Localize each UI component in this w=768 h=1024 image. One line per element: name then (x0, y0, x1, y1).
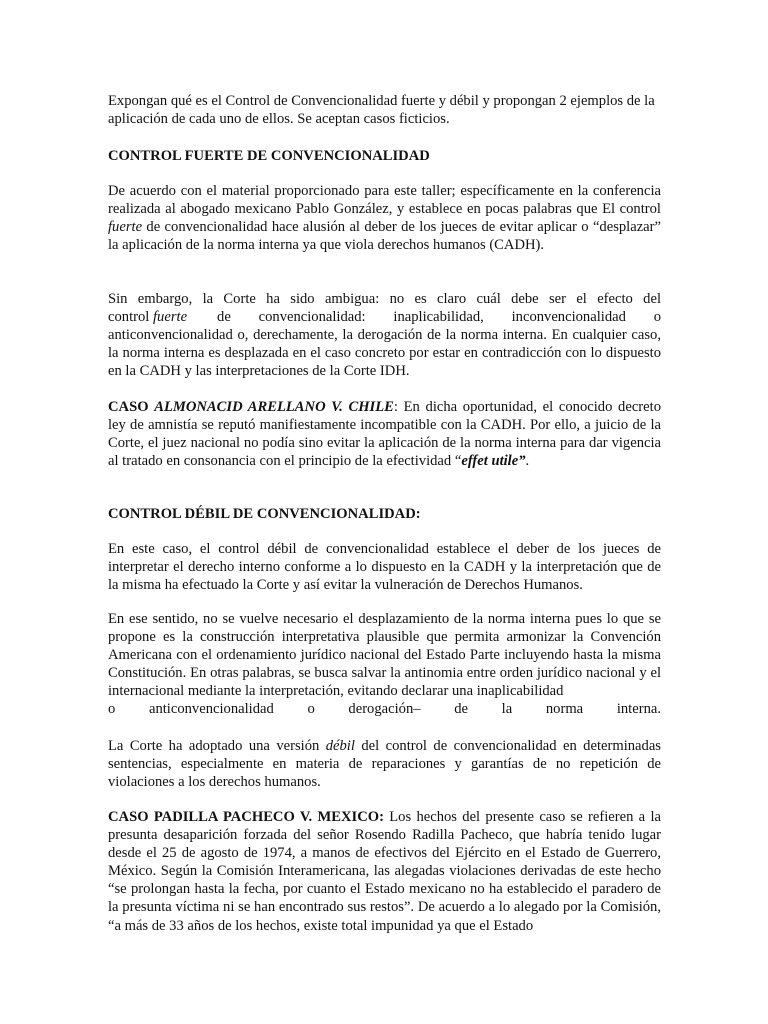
paragraph-caso-padilla (108, 808, 661, 935)
p6-text-a: La Corte ha adoptado una versión (108, 738, 326, 754)
paragraph-desplazamiento (108, 610, 661, 719)
p2-line-2-rest: de convencionalidad: inaplicabilidad, inconvencionalidad o (217, 309, 661, 326)
paragraph-debil-definition: En este caso, el control débil de convencionalidad establece el deber de los jueces de interpretar el derecho interno conforme a lo dispuesto en la CADH y la interpretación que de la misma ha efectuado la Corte y así evitar la vulneración de Derechos Humanos. (108, 541, 661, 594)
intro-paragraph: Expongan qué es el Control de Convencionalidad fuerte y débil y propongan 2 ejemplos de la aplicación de cada uno de ellos. Se aceptan casos ficticios. (108, 93, 655, 128)
heading-control-fuerte: CONTROL FUERTE DE CONVENCIONALIDAD (108, 148, 430, 164)
p6-emphasis: débil (325, 738, 355, 754)
p2-line-1: Sin embargo, la Corte ha sido ambigua: no es claro cuál debe ser el efecto del (108, 291, 661, 307)
p2-control-word: control fuerte (108, 309, 188, 326)
p3-text-b: . (525, 453, 530, 470)
paragraph-caso-almonacid (108, 398, 661, 470)
p2-line-2 (108, 308, 661, 326)
p1-text-b: de convencionalidad hace alusión al deber de los jueces de evitar aplicar o “desplazar” la aplicación de la norma interna ya que viola derechos humanos (CADH). (108, 219, 661, 254)
p1-text-a: De acuerdo con el material proporcionado para este taller; específicamente en la conferencia realizada al abogado mexicano Pablo González, y establece en pocas palabras que El control (108, 183, 661, 218)
case-name-padilla: CASO PADILLA PACHECO V. MEXICO: (108, 809, 384, 825)
p5-text: En ese sentido, no se vuelve necesario el desplazamiento de la norma interna pues lo que se propone es la construcción interpretativa plausible que permita armonizar la Convención Americana con el ordenamiento jurídico nacional del Estado Parte incluyendo hasta la misma Constitución. En otras palabras, se busca salvar la antinomia entre orden jurídico nacional y el internacional mediante la interpretación, evitando declarar una inaplicabilidad (108, 611, 661, 700)
effet-utile-emphasis: effet utile” (461, 453, 526, 470)
p5-last-line: o anticonvencionalidad o derogación– de la norma interna. (108, 701, 661, 718)
case-name-almonacid: ALMONACID ARELLANO V. CHILE (154, 399, 394, 415)
paragraph-corte-ambigua (108, 290, 661, 380)
p2-rest: anticonvencionalidad o, derechamente, la derogación de la norma interna. En cualquier caso, la norma interna es desplazada en el caso concreto por estar en contradicción con lo dispuesto en la CADH y las interpretaciones de la Corte IDH. (108, 327, 661, 380)
p6-text-b: del control de convencionalidad en determinadas sentencias, especialmente en materia de reparaciones y garantías de no repetición de violaciones a los derechos humanos. (108, 738, 661, 791)
case-label: CASO (108, 399, 155, 415)
paragraph-version-debil (108, 737, 661, 791)
p7-text: Los hechos del presente caso se refieren a la presunta desaparición forzada del señor Rosendo Radilla Pacheco, que habría tenido lugar desde el 25 de agosto de 1974, a manos de efectivos del Ejército en el Estado de Guerrero, México. Según la Comisión Interamericana, las alegadas violaciones derivadas de este hecho “se prolongan hasta la fecha, por cuanto el Estado mexicano no ha establecido el paradero de la presunta víctima ni se han encontrado sus restos”. De acuerdo a lo alegado por la Comisión, “a más de 33 años de los hechos, existe total impunidad ya que el Estado (108, 809, 661, 934)
p3-text-a: : En dicha oportunidad, el conocido decreto ley de amnistía se reputó manifiestamente incompatible con la CADH. Por ello, a juicio de la Corte, el juez nacional no podía sino evitar la aplicación de la norma interna para dar vigencia al tratado en consonancia con el principio de la efectividad “ (108, 399, 661, 470)
heading-control-debil: CONTROL DÉBIL DE CONVENCIONALIDAD: (108, 506, 421, 522)
p1-emphasis: fuerte (108, 219, 143, 236)
paragraph-fuerte-definition (108, 182, 661, 254)
